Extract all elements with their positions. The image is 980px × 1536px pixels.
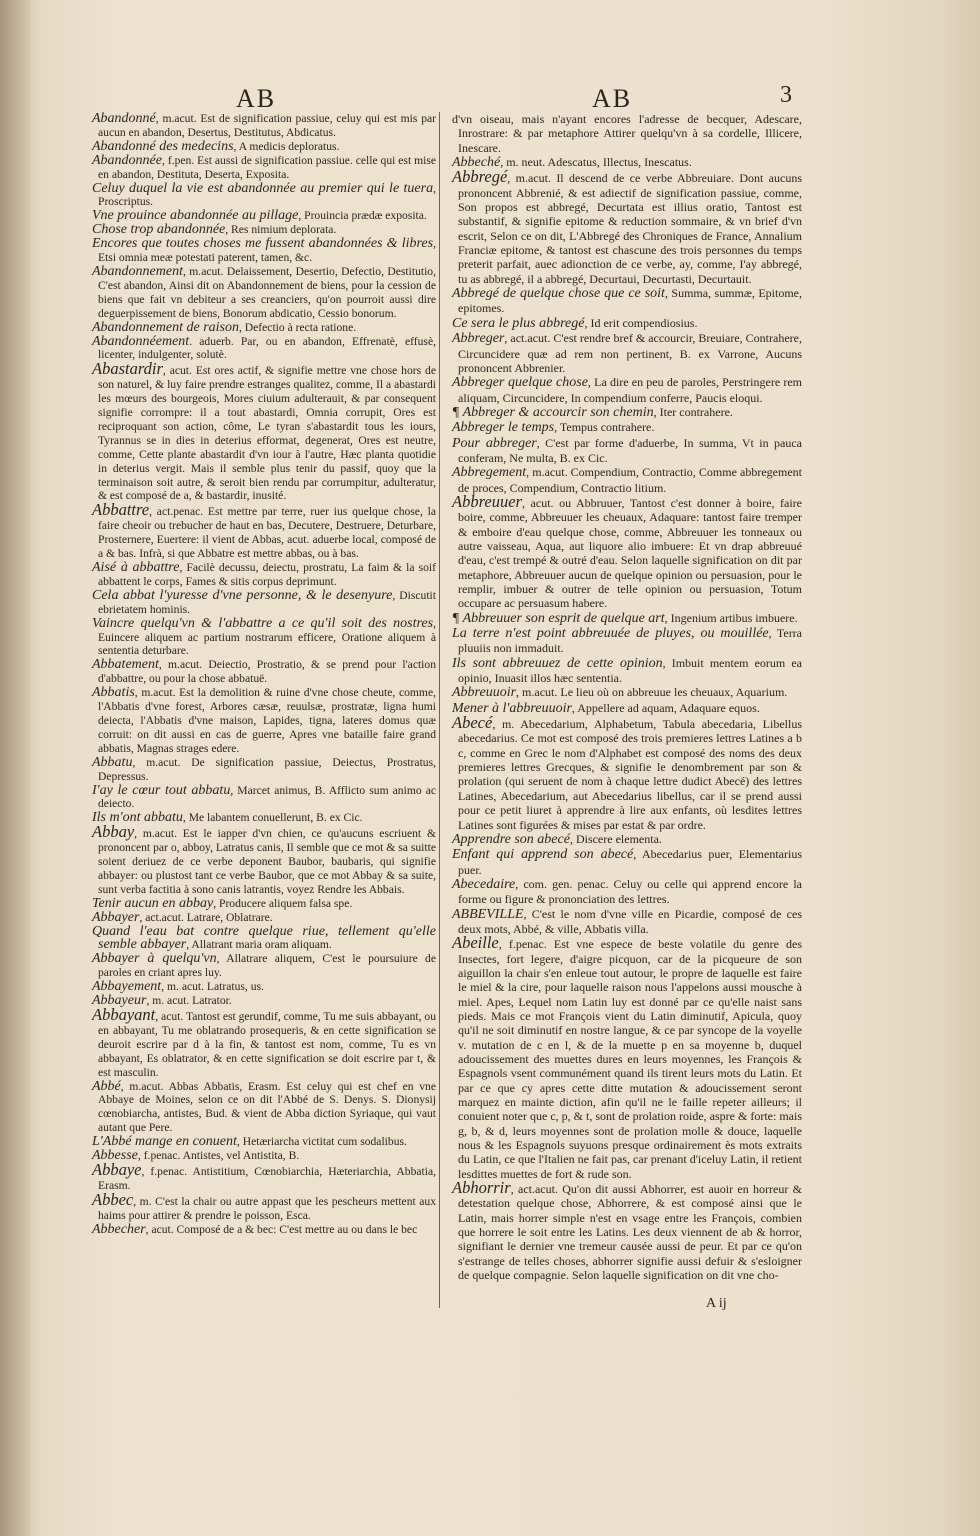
entry-definition: , m. acut. Latrator. (146, 994, 232, 1008)
dictionary-entry (92, 1005, 436, 1080)
entry-definition: , act.acut. Qu'on dit aussi Abhorrer, est auoir en horreur & detestation quelque chose, Abhorrere, & est composé ainsi que le Latin, mais horrer simple n'est en vsage entre les François, combien que horrere le soit entre les Latins. Les deux viennent de ab & horror, signifiant le dernier vne tremeur causée aussi de peur. Et par ce qu'on s'estrange de telles choses, abhorrer signifie aussi defuir & s'esloigner de quelque compagnie. Selon laquelle signification on dit vne cho- (458, 1182, 802, 1283)
dictionary-entry (452, 405, 802, 420)
entry-headword: Abbreger (452, 331, 505, 347)
dictionary-entry (92, 911, 436, 925)
dictionary-entry (452, 626, 802, 656)
dictionary-entry (92, 182, 436, 210)
dictionary-entry (92, 237, 436, 265)
entry-headword: Abbay (92, 822, 135, 842)
entry-headword: I'ay le cœur tout abbatu (92, 782, 231, 798)
entry-headword: Celuy duquel la vie est abandonnée au premier qui le tuera (92, 180, 434, 196)
entry-headword: Vne prouince abandonnée au pillage (92, 208, 299, 224)
entry-headword: Enfant qui apprend son abecé (452, 847, 634, 863)
dictionary-entry (92, 359, 436, 503)
entry-definition: , Hetæriarcha victitat cum sodalibus. (236, 1135, 407, 1149)
entry-definition: , com. gen. penac. Celuy ou celle qui apprend encore la forme ou figure & prononciation des lettres. (458, 876, 802, 907)
entry-definition: , Imbuit mentem eorum ea opinio, Inuasit illos hæc sententia. (458, 655, 803, 686)
dictionary-entry (92, 209, 436, 223)
dictionary-entry (452, 685, 802, 700)
entry-headword: Vaincre quelqu'vn & l'abbattre a ce qu'il soit des nostres (92, 615, 434, 631)
entry-headword: Mener à l'abbreuuoir (452, 700, 572, 716)
page-gutter-shadow (0, 0, 30, 1536)
entry-headword: Abbeché (452, 155, 501, 171)
entry-definition: , m.acut. Le lieu où on abbreuue les cheuaux, Aquarium. (516, 685, 788, 700)
entry-headword: Abastardir (92, 359, 163, 379)
entry-definition: , C'est par forme d'aduerbe, In summa, Vt in pauca conferam, Ne multa, B. ex Cic. (458, 435, 802, 465)
dictionary-entry (92, 223, 436, 237)
entry-definition: , m.acut. Deiectio, Prostratio, & se prend pour l'action d'abbattre, ou pour la chose abbatuë. (98, 658, 436, 686)
dictionary-entry (92, 925, 436, 953)
entry-definition: , m.acut. De signification passiue, Deiectus, Prostratus, Depressus. (98, 755, 436, 783)
entry-definition: , Iter contrahere. (653, 404, 733, 419)
dictionary-entry (92, 784, 436, 812)
dictionary-entry (92, 822, 436, 897)
column-divider (439, 112, 440, 1308)
entry-definition: , acut. Composé de a & bec: C'est mettre au ou dans le bec (145, 1222, 418, 1236)
entry-headword: Quand l'eau bat contre quelque riue, tellement qu'elle semble abbayer (92, 923, 436, 953)
entry-definition: , m.acut. Abbas Abbatis, Erasm. Est celuy qui est chef en vne Abbaye de Moines, selon ce on dit l'Abbé de S. Denys. S. Dionysij cœnobiarcha, antistes, Bud. & vient de Abba diction Syriaque, qui vaut autant que Pere. (98, 1079, 436, 1135)
entry-headword: Abbreger le temps (452, 420, 555, 436)
entry-headword: Abhorrir (452, 1178, 511, 1198)
entry-headword: La terre n'est point abbreuuée de pluyes, ou mouillée (452, 626, 769, 642)
entry-definition: , Tempus contrahere. (554, 420, 655, 435)
entry-headword: Abbregé de quelque chose que ce soit (452, 286, 665, 302)
entry-headword: Aisé à abbattre (92, 560, 180, 575)
entry-headword: Abbayement (92, 979, 162, 995)
entry-headword: Abbecher (92, 1221, 146, 1237)
dictionary-entry (92, 589, 436, 617)
entry-definition: , m.acut. Delaissement, Desertio, Defectio, Destitutio, C'est abandon, Ainsi dit on Abandonnement de biens, pour la cession de biens que fait vn debiteur a ses creanciers, qu'on pourroit aussi dire deguerpissement de biens, Bonorum abdicatio, Cessio bonorum. (98, 264, 436, 320)
dictionary-entry (452, 375, 802, 405)
entry-headword: Abbreger quelque chose (452, 375, 588, 391)
entry-headword: Pour abbreger (452, 435, 537, 451)
entry-definition: , Discere elementa. (569, 831, 662, 846)
entry-headword: Abandonné des medecins (92, 138, 234, 154)
dictionary-entry (92, 321, 436, 335)
entry-definition: , Res nimium deplorata. (225, 223, 337, 237)
entry-headword: Chose trop abandonnée (92, 222, 226, 238)
entry-definition: , Allatrare aliquem, C'est le poursuiure de paroles en criant apres luy. (98, 952, 436, 980)
dictionary-entry (452, 933, 802, 1181)
entry-headword: Abbayeur (92, 993, 147, 1009)
signature-mark: A ij (706, 1296, 727, 1311)
entry-definition: , acut. Tantost est gerundif, comme, Tu me suis abbayant, ou en abbayant, Tu me oblatrando prosequeris, & en cette signification se deuroit escrire par d à la fin, & tantost est nom, comme, Tu es vn abbayant, Es oblatrator, & en cette signification se doit escrire par t, & est masculin. (98, 1010, 436, 1079)
entry-headword: Abbaye (92, 1159, 142, 1179)
right-column (452, 112, 802, 1283)
dictionary-entry (452, 316, 802, 331)
dictionary-entry (92, 811, 436, 825)
entry-definition: , Defectio à recta ratione. (238, 320, 357, 334)
dictionary-entry (452, 713, 802, 832)
dictionary-entry (452, 832, 802, 847)
entry-headword: Tenir aucun en abbay (92, 895, 214, 911)
entry-definition: , act.penac. Est mettre par terre, ruer ius quelque chose, la faire cheoir ou trebucher de haut en bas, Decutere, Destruere, Deturbare, Prosternere, Euertere: il vient de Abbas, acut. aduerbe local, composé de a & bas. Infrà, si que Abbatre est mettre abbas, ou à bas. (98, 505, 436, 561)
entry-headword: Abbregé (452, 167, 508, 187)
entry-headword: Ils m'ont abbatu (92, 810, 183, 826)
entry-headword: Abandonnement (92, 263, 183, 279)
entry-definition: . aduerb. Par, ou en abandon, Effrenatè, effusè, licenter, indulgenter, solutè. (98, 334, 436, 362)
dictionary-entry (452, 907, 802, 937)
entry-headword: Abandonnement de raison (92, 319, 239, 335)
entry-headword: L'Abbé mange en conuent (92, 1134, 237, 1150)
entry-definition: , Facilè decussu, deiectu, prostratu, La faim & la soif abbattent le corps, Fames & sitis corpus deprimunt. (98, 561, 436, 588)
entry-definition: , Prouincia prædæ exposita. (298, 209, 427, 223)
entry-definition: , m. acut. Latratus, us. (161, 980, 264, 994)
entry-definition: , m.acut. Est la demolition & ruine d'vne chose cheute, comme, l'Abbatis d'vne forest, Arbores cæsæ, reuulsæ, prostratæ, ligna humi deiecta, l'Abbatis d'vne maison, Lapides, tigna, lateres domus quæ corruit: on dit aussi en cas de guerre, Apres vne bataille faire grand abbatis, Magnas strages edere. (98, 686, 436, 755)
dictionary-entry (452, 611, 802, 626)
entry-headword: Ce sera le plus abbregé (452, 315, 585, 331)
dictionary-entry (92, 617, 436, 659)
dictionary-entry (92, 1149, 436, 1163)
entry-definition: , m.acut. Il descend de ce verbe Abbreuiare. Dont aucuns prononcent Abbrenié, & est adiectif de signification passiue, comme, Son propos est abbregé, Decurtata est illius oratio, Tantost est substantif, & signifie epitome & reduction sommaire, & vn brief d'vn escrit, Selon ce on dit, L'Abbregé des Chroniques de France, Annalium Franciæ epitome, & tantost est chascune des trois personnes du temps preterit parfait, auec adionction de ce verbe, ay, comme, I'ay abbregé, tu as abbregé, il a abbregé, Decurtaui, Decurtasti, Decurtauit. (458, 171, 802, 286)
dictionary-entry (92, 265, 436, 321)
entry-headword: Cela abbat l'yuresse d'vne personne, & le desenyure (92, 587, 393, 603)
entry-headword: Abbreuuer (452, 491, 522, 511)
dictionary-entry (452, 436, 802, 466)
entry-definition: , C'est le nom d'vne ville en Picardie, composé de ces deux mots, Abbé, & ville, Abbatis villa. (458, 906, 802, 936)
dictionary-entry (92, 1223, 436, 1237)
entry-definition: , Terra pluuiis non immaduit. (458, 626, 803, 656)
entry-headword: Abeille (452, 933, 499, 953)
entry-headword: Abbayant (92, 1005, 156, 1024)
entry-headword: Abbattre (92, 500, 150, 520)
entry-headword: Abandonné (92, 111, 156, 126)
dictionary-entry (452, 847, 802, 877)
entry-headword: ¶ Abbreger & accourcir son chemin (452, 404, 654, 420)
dictionary-entry (452, 701, 802, 716)
entry-headword: Abbé (92, 1078, 121, 1094)
dictionary-entry (92, 1159, 436, 1193)
dictionary-entry (92, 1080, 436, 1136)
entry-headword: Abecedaire (452, 876, 516, 892)
dictionary-entry (92, 1135, 436, 1149)
entry-definition: , Discutit ebrietatem hominis. (98, 588, 437, 616)
dictionary-entry (92, 756, 436, 784)
entry-definition: , Marcet animus, B. Afflicto sum animo ac deiecto. (98, 783, 436, 811)
entry-definition: , m. C'est la chair ou autre appast que les pescheurs mettent aux haims pour attirer & prendre le poisson, Esca. (98, 1194, 436, 1222)
entry-definition: , acut. ou Abbruuer, Tantost c'est donner à boire, faire boire, comme, Abbreuuer les cheuaux, Adaquare: tantost faire tremper & emboire d'eau quelque chose, comme, Abbreuuer les tonneaux ou autre vaisseau, Aqua, aut liquore alio imbuere: Et vn drap abbreuué d'eau, c'est trempé & outré d'eau. Selon laquelle signification on dit par metaphore, Abbreuuer aucun de quelque opinion ou persuasion, pour le remplir, imbuer & outrer de telle opinion ou persuasion, Totum occupare ac persuasum habere. (458, 495, 802, 611)
entry-definition: , La dire en peu de paroles, Perstringere rem aliquam, Circuncidere, In compendium conferre, Paucis eloqui. (458, 375, 802, 405)
entry-definition: , Me labantem conuellerunt, B. ex Cic. (182, 811, 363, 825)
entry-definition: , f.penac. Est vne espece de beste volatile du genre des Insectes, fort legere, d'aigre picquon, car de la picqueure de son aiguillon la chair s'en enleue tout autour, le propre de laquelle est faire le miel & la cire, pour laquelle raison nous l'appelons aussi mousche à miel. Apes, Lequel nom Latin luy est donné par ce qu'elle naist sans pieds. Mais ce mot François vient du Latin diminutif, Apicula, quoy qu'il ne soit diminutif en nostre langue, & ce par syncope de la voyelle v. mutation de c en l, & de la muette p en sa moyenne b, duquel adoucissement des muettes dures en leurs moyennes, les François & Espagnols vsent communément quand ils tirent leurs mots du Latin. Et par ce que cy apres cette ditte mutation & adoucissement seront marquez en mainte diction, afin qu'il ne le faille repeter ailleurs; il conuient noter que c, p, & t, sont de prolation roide, aspre & forte: mais g, b, & d, leurs moyennes sont de prolation molle & douce, laquelle nous & les Espagnols suyuons presque ordinairement ès mots extraits du Latin, ce que l'Italien ne fait pas, car prenant d'iceluy Latin, il retient lesdittes muettes de fort & rude son. (458, 937, 802, 1181)
dictionary-entry (452, 877, 802, 907)
entry-definition: , m. neut. Adescatus, Illectus, Inescatus. (500, 155, 692, 170)
entry-definition: , Etsi omnia meæ potestati paterent, tamen, &c. (98, 237, 436, 265)
entry-headword: Ils sont abbreuuez de cette opinion (452, 655, 663, 671)
entry-definition: , f.penac. Antistes, vel Antistita, B. (137, 1149, 300, 1163)
dictionary-entry (92, 952, 436, 980)
dictionary-entry (452, 286, 802, 316)
entry-definition: , m. Abecedarium, Alphabetum, Tabula abecedaria, Libellus abecedarius. Ce mot est composé des trois premieres lettres Latines a b c, comme en Grec le nom d'Alphabet est composé des noms des deux premieres lettres Grecques, & signifie le denombrement par son & prolation (qui seruent de nom à chaque lettre dudict Abecé) des lettres Latines, Abecedarium, aut Abecedarius libellus, car il se prend aussi pour ce petit liuret à apprendre à lire aux enfants, où lesdites lettres Latines sont figurées & mises par estat & par ordre. (458, 717, 802, 832)
entry-definition: , Proscriptus. (98, 181, 436, 209)
entry-definition: , Abecedarius puer, Elementarius puer. (458, 847, 802, 877)
dictionary-entry (452, 420, 802, 435)
entry-headword: Abbatu (92, 754, 133, 770)
entry-definition: , Appellere ad aquam, Adaquare equos. (571, 700, 760, 715)
entry-definition: , A medicis deploratus. (233, 139, 340, 153)
dictionary-entry (92, 335, 436, 363)
dictionary-entry (452, 331, 802, 375)
dictionary-entry (92, 897, 436, 911)
entry-definition: , Ingenium artibus imbuere. (664, 610, 798, 625)
dictionary-entry (92, 112, 436, 140)
left-column (92, 112, 436, 1237)
entry-headword: Abecé (452, 713, 493, 733)
entry-headword: ABBEVILLE (452, 906, 524, 922)
entry-definition: , m.acut. Compendium, Contractio, Comme abbregement de proces, Compendium, Contractio litium. (458, 465, 802, 495)
left-running-header: AB (236, 84, 277, 113)
entry-definition: , f.penac. Antistitium, Cœnobiarchia, Hæteriarchia, Abbatia, Erasm. (98, 1164, 436, 1192)
entry-headword: Abbregement (452, 465, 527, 481)
entry-definition: , f.pen. Est aussi de signification passiue. celle qui est mise en abandon, Destituta, Deserta, Exposita. (98, 153, 436, 181)
page-number: 3 (780, 82, 792, 108)
entry-headword: Abbec (92, 1189, 134, 1209)
dictionary-entry (452, 656, 802, 686)
dictionary-entry (92, 658, 436, 686)
entry-definition: d'vn oiseau, mais n'ayant encores l'adresse de becquer, Adescare, Inrostrare: & par metaphore Attirer quelqu'vn à sa cordelle, Illicere, Inescare. (452, 112, 802, 155)
entry-definition: , Allatrant maria oram aliquam. (186, 938, 332, 952)
dictionary-entry (92, 1189, 436, 1223)
entry-headword: Encores que toutes choses me fussent abandonnées & libres (92, 236, 434, 252)
dictionary-entry (452, 491, 802, 611)
entry-headword: Abbayer à quelqu'vn (92, 951, 217, 967)
entry-headword: Abandonnéement (92, 333, 190, 349)
entry-definition: , act.acut. C'est rendre bref & accourcir, Breuiare, Contrahere, Circuncidere quæ ad rem non pertinent, B. ex Varrone, Aucuns prononcent Abbrenier. (458, 331, 802, 375)
entry-headword: Apprendre son abecé (452, 831, 570, 847)
dictionary-entry (92, 980, 436, 994)
entry-headword: Abbatement (92, 657, 159, 673)
dictionary-entry (452, 465, 802, 495)
dictionary-entry (452, 167, 802, 286)
entry-definition: , Euincere aliquem ac partium nostrarum efficere, Oratione aliquem à sententia deturbare. (98, 616, 436, 658)
dictionary-entry (452, 1178, 802, 1283)
entry-definition: , Summa, summæ, Epitome, epitomes. (458, 286, 803, 316)
entry-headword: Abbatis (92, 685, 135, 701)
entry-headword: Abbreuuoir (452, 685, 517, 701)
dictionary-entry (92, 140, 436, 154)
entry-definition: , m.acut. Est le iapper d'vn chien, ce qu'aucuns escriuent & prononcent par o, abboy, Latratus canis, Il semble que ce mot & sa suitte soient deriuez de ce verbe deponent Baubor, baubaris, qui signifie abbayer: ou plustost tant ce verbe Baubor, que ce mot Abbay & sa suite, sunt verba factitia à sono canis latrantis, voyez Rendre les Abbais. (98, 827, 436, 896)
entry-definition: , Id erit compendiosius. (584, 315, 698, 330)
entry-headword: ¶ Abbreuuer son esprit de quelque art (452, 610, 665, 626)
dictionary-entry (92, 154, 436, 182)
entry-headword: Abbayer (92, 909, 140, 925)
dictionary-entry (452, 112, 802, 155)
entry-definition: , Producere aliquem falsa spe. (213, 896, 353, 910)
dictionary-entry (92, 500, 436, 561)
dictionary-entry (92, 561, 436, 589)
entry-definition: , act.acut. Latrare, Oblatrare. (139, 910, 273, 924)
entry-definition: , m.acut. Est de signification passiue, celuy qui est mis par aucun en abandon, Desertus, Destitutus, Abdicatus. (98, 112, 436, 139)
entry-headword: Abandonnée (92, 152, 162, 168)
entry-definition: , acut. Est ores actif, & signifie mettre vne chose hors de son naturel, & luy faire prendre estranges qualitez, comme, Il a abastardi les mœurs des bourgeois, Mores ciuium adulterauit, & par consequent signifie corrompre: il a tout abastardi, Omnia corrupit, Ores est reciproquant son action, côme, Le tyran s'abastardit tous les iours, Tyrannus se in dies in deterius efformat, degenerat, Ores est neutre, comme, Cette plante abastardit d'vn iour à l'autre, Hæc planta quotidie in deterius vergit. Mais il semble plus tenir du passif, quoy que la terminaison soit autre, & seroit bien rendu par corrumpitur, adulteratur, & est composé de a, & bastardir, inusité. (98, 364, 436, 503)
right-running-header: AB (592, 84, 633, 113)
dictionary-entry (92, 686, 436, 756)
entry-headword: Abbesse (92, 1148, 138, 1164)
